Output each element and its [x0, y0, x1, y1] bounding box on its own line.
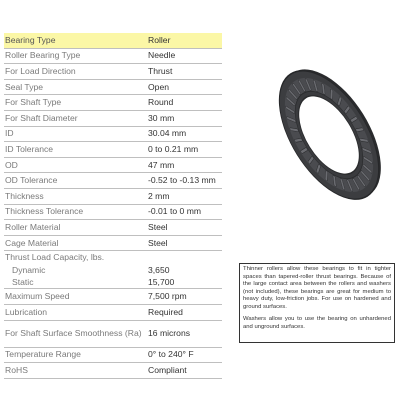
- spec-value: Open: [147, 79, 222, 95]
- spec-value: 30.04 mm: [147, 126, 222, 142]
- needle-roller: [330, 89, 333, 100]
- spec-value: 0 to 0.21 mm: [147, 142, 222, 158]
- spec-row-id-tolerance: [4, 142, 222, 158]
- spec-row-cage-material: [4, 235, 222, 251]
- description-paragraph: Thinner rollers allow these bearings to fit in tighter spaces than tapered-roller thrust bearings. Because of the large contact area between the rollers and washers (not included), these bearings are great for medium to heavy duty, low-friction jobs. For use on hardened and ground surfaces.: [243, 266, 391, 310]
- spec-value: 2 mm: [147, 188, 222, 204]
- spec-row-bearing-type: [4, 33, 222, 48]
- spec-value: 30 mm: [147, 110, 222, 126]
- spec-row-od-tolerance: [4, 173, 222, 189]
- spec-row-max-speed: [4, 289, 222, 305]
- spec-value: 47 mm: [147, 157, 222, 173]
- spec-label: ID: [4, 126, 147, 142]
- spec-label: Roller Bearing Type: [4, 48, 147, 64]
- spec-label: Maximum Speed: [4, 289, 147, 305]
- spec-value: Required: [147, 304, 222, 320]
- product-description: [239, 263, 395, 343]
- spec-row-surface-smoothness: [4, 320, 222, 347]
- spec-row-shaft-diameter: [4, 110, 222, 126]
- spec-value: 3,650: [148, 264, 170, 275]
- spec-sublabel: Static: [4, 276, 147, 289]
- specification-table: [4, 33, 222, 379]
- spec-label: For Shaft Surface Smoothness (Ra): [4, 320, 147, 347]
- spec-value: Roller: [147, 33, 222, 48]
- spec-label: Cage Material: [4, 235, 147, 251]
- spec-label: Thickness: [4, 188, 147, 204]
- spec-value: -0.01 to 0 mm: [147, 204, 222, 220]
- spec-label: Bearing Type: [4, 33, 147, 48]
- spec-label: For Shaft Diameter: [4, 110, 147, 126]
- spec-sublabel: Dynamic: [12, 264, 46, 275]
- spec-row-od: [4, 157, 222, 173]
- spec-row-thrust-load-heading: [4, 251, 222, 265]
- spec-row-shaft-type: [4, 95, 222, 111]
- spec-label: For Load Direction: [4, 64, 147, 80]
- spec-row-thrust-load-dynamic: [4, 264, 222, 276]
- spec-row-id: [4, 126, 222, 142]
- spec-row-roller-bearing-type: [4, 48, 222, 64]
- needle-roller: [325, 170, 328, 181]
- spec-value: 7,500 rpm: [147, 289, 222, 305]
- spec-row-seal-type: [4, 79, 222, 95]
- spec-label: Thrust Load Capacity, lbs.: [5, 252, 105, 263]
- description-paragraph: Washers allow you to use the bearing on unhardened and unground surfaces.: [243, 316, 391, 330]
- spec-row-thrust-load-static: [4, 276, 222, 289]
- spec-label: Roller Material: [4, 220, 147, 236]
- spec-label: Thickness Tolerance: [4, 204, 147, 220]
- spec-label: Temperature Range: [4, 347, 147, 363]
- spec-value: Thrust: [147, 64, 222, 80]
- spec-label: Seal Type: [4, 79, 147, 95]
- spec-label: OD Tolerance: [4, 173, 147, 189]
- spec-label: Lubrication: [4, 304, 147, 320]
- spec-row-roller-material: [4, 220, 222, 236]
- spec-value: 16 microns: [147, 320, 222, 347]
- spec-row-thickness: [4, 188, 222, 204]
- spec-row-thickness-tolerance: [4, 204, 222, 220]
- spec-row-rohs: [4, 363, 222, 379]
- spec-value: -0.52 to -0.13 mm: [147, 173, 222, 189]
- spec-value: Needle: [147, 48, 222, 64]
- spec-label: RoHS: [4, 363, 147, 379]
- spec-row-load-direction: [4, 64, 222, 80]
- spec-label: OD: [4, 157, 147, 173]
- spec-value: Steel: [147, 235, 222, 251]
- needle-roller-thrust-bearing-icon: [263, 60, 395, 210]
- spec-label: ID Tolerance: [4, 142, 147, 158]
- spec-row-temperature-range: [4, 347, 222, 363]
- spec-value: Steel: [147, 220, 222, 236]
- spec-label: For Shaft Type: [4, 95, 147, 111]
- spec-value: 0° to 240° F: [147, 347, 222, 363]
- spec-value: Round: [147, 95, 222, 111]
- spec-value: Compliant: [147, 363, 222, 379]
- spec-value: 15,700: [147, 276, 222, 289]
- spec-row-lubrication: [4, 304, 222, 320]
